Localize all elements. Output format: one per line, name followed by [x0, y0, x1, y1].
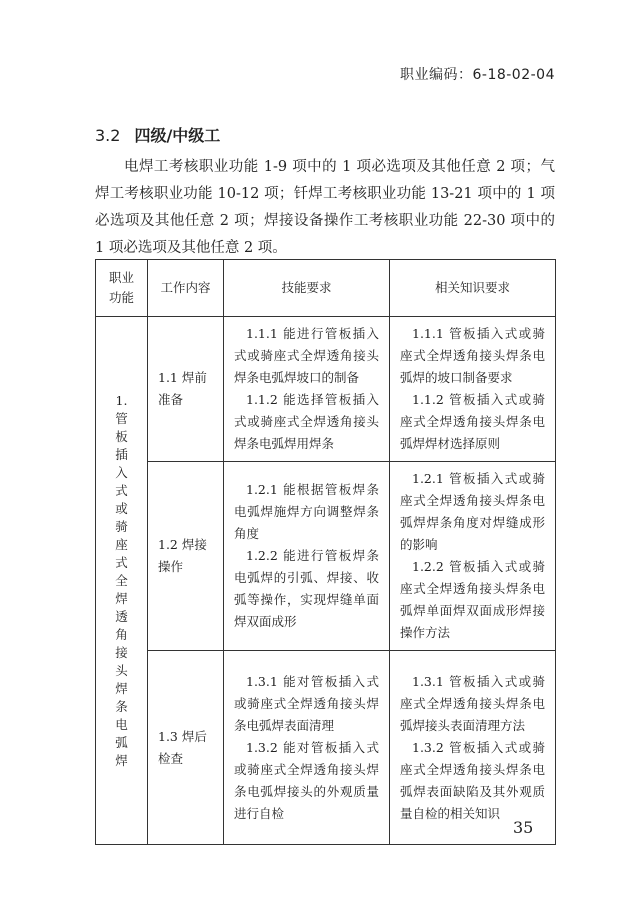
function-cell [96, 317, 148, 845]
function-char: 插 [115, 446, 128, 462]
page-number: 35 [513, 818, 534, 837]
function-char: 焊 [115, 752, 128, 768]
knowledge-item: 1.1.2 管板插入式或骑座式全焊透角接头焊条电弧焊焊材选择原则 [400, 392, 545, 451]
knowledge-item: 1.2.2 管板插入式或骑座式全焊透角接头焊条电弧焊单面焊双面成形焊接操作方法 [400, 559, 545, 640]
skills-cell [224, 317, 390, 462]
skill-item: 1.2.2 能进行管板焊条电弧焊的引弧、焊接、收弧等操作，实现焊缝单面焊双面成形 [234, 548, 379, 629]
intro-text: 电焊工考核职业功能 1-9 项中的 1 项必选项及其他任意 2 项；气焊工考核职业功能 10-12 项；钎焊工考核职业功能 13-21 项中的 1 项必选项及其他任意 2 项；焊接设备操作工考核职业功能 22-30 项中的 1 项必选项及其他任意 2 项。 [95, 159, 555, 256]
function-char: 式 [115, 554, 128, 570]
table-row [96, 462, 556, 651]
intro-paragraph [95, 154, 555, 262]
function-char: 透 [115, 608, 128, 624]
skills-cell [224, 462, 390, 651]
table-row [96, 317, 556, 462]
knowledge-cell [390, 462, 556, 651]
knowledge-item: 1.3.1 管板插入式或骑座式全焊透角接头焊条电弧焊接头表面清理方法 [400, 673, 545, 733]
skill-item: 1.2.1 能根据管板焊条电弧焊施焊方向调整焊条角度 [234, 482, 379, 541]
skill-item: 1.1.1 能进行管板插入式或骑座式全焊透角接头焊条电弧焊坡口的制备 [234, 326, 379, 385]
function-char: 骑 [115, 518, 128, 534]
function-char: 条 [115, 698, 128, 714]
skill-item: 1.1.2 能选择管板插入式或骑座式全焊透角接头焊条电弧焊用焊条 [234, 392, 379, 451]
content-cell: 1.1 焊前准备 [148, 317, 224, 462]
function-label [97, 392, 146, 770]
knowledge-item: 1.1.1 管板插入式或骑座式全焊透角接头焊条电弧焊的坡口制备要求 [400, 326, 545, 385]
knowledge-item: 1.2.1 管板插入式或骑座式全焊透角接头焊条电弧焊焊条角度对焊缝成形的影响 [400, 471, 545, 552]
section-title: 四级/中级工 [134, 126, 221, 145]
requirements-table [95, 259, 556, 845]
function-char: 板 [115, 428, 128, 444]
function-char: 角 [115, 626, 128, 642]
function-char: 或 [115, 500, 128, 516]
function-char: 头 [115, 662, 128, 678]
function-char: 入 [115, 464, 128, 480]
header-knowledge: 相关知识要求 [390, 260, 556, 317]
function-char: 接 [115, 644, 128, 660]
knowledge-cell [390, 651, 556, 845]
function-char: 式 [115, 482, 128, 498]
occupation-code: 职业编码：6-18-02-04 [399, 67, 555, 83]
header-content: 工作内容 [148, 260, 224, 317]
header-function: 职业功能 [96, 260, 148, 317]
function-char: 座 [115, 536, 128, 552]
table-header-row [96, 260, 556, 317]
section-number: 3.2 [95, 126, 121, 145]
content-cell: 1.3 焊后检查 [148, 651, 224, 845]
function-char: 弧 [115, 734, 128, 750]
skill-item: 1.3.1 能对管板插入式或骑座式全焊透角接头焊条电弧焊表面清理 [234, 673, 379, 733]
table-row [96, 651, 556, 845]
function-char: 电 [115, 716, 128, 732]
knowledge-cell [390, 317, 556, 462]
skill-item: 1.3.2 能对管板插入式或骑座式全焊透角接头焊条电弧焊接头的外观质量进行自检 [234, 739, 379, 821]
header-skills: 技能要求 [224, 260, 390, 317]
function-number: 1. [115, 392, 128, 408]
knowledge-item: 1.3.2 管板插入式或骑座式全焊透角接头焊条电弧焊表面缺陷及其外观质量自检的相关知识 [400, 739, 545, 821]
function-char: 焊 [115, 590, 128, 606]
function-char: 焊 [115, 680, 128, 696]
function-char: 管 [115, 410, 128, 426]
skills-cell [224, 651, 390, 845]
function-char: 全 [115, 572, 128, 588]
content-cell: 1.2 焊接操作 [148, 462, 224, 651]
section-heading [95, 123, 220, 146]
